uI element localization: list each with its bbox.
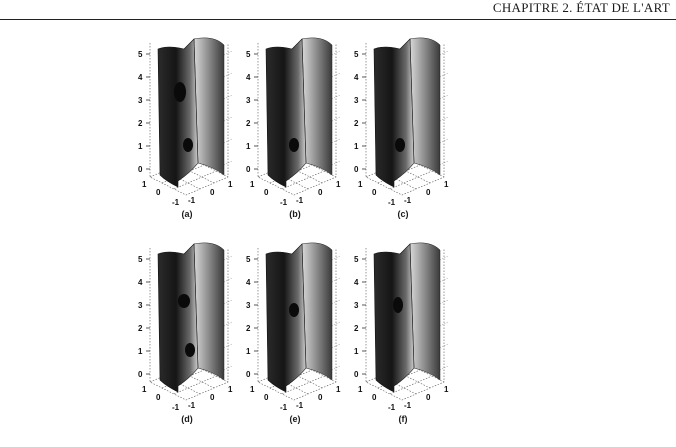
cylinder-front-wall [266,244,306,392]
y-tick-label: -1 [404,196,412,205]
z-tick-label: 3 [246,301,251,310]
z-tick-label: 3 [354,96,359,105]
x-tick-label: 0 [156,188,161,197]
z-tick-label: 5 [138,50,143,59]
z-tick-label: 1 [354,142,359,151]
z-tick-label: 3 [246,96,251,105]
z-tick-label: 1 [138,347,143,356]
defect-blob [174,82,186,102]
x-tick-label: -1 [388,403,396,412]
figure-panel-a [128,35,246,223]
cylinder-front-wall [374,244,414,392]
panel-caption: (e) [289,414,301,424]
x-tick-label: 0 [372,393,377,402]
defect-blob [185,343,195,357]
z-tick-label: 2 [354,119,359,128]
cylinder-front-wall [266,39,306,187]
y-tick-label: 1 [444,180,449,189]
z-tick-label: 4 [138,73,143,82]
z-tick-label: 1 [354,347,359,356]
y-tick-label: 0 [426,188,431,197]
z-tick-label: 1 [246,347,251,356]
panel-caption: (c) [397,209,409,219]
panel-caption: (d) [181,414,193,424]
y-tick-label: 1 [336,385,341,394]
defect-blob [183,138,193,152]
y-tick-label: 0 [210,188,215,197]
z-tick-label: 5 [354,255,359,264]
cylinder-back-wall [302,38,332,175]
z-tick-label: 3 [138,96,143,105]
z-tick-label: 0 [354,370,359,379]
z-tick-label: 1 [138,142,143,151]
z-tick-label: 2 [246,324,251,333]
cylinder-back-wall [194,243,224,380]
z-tick-label: 3 [354,301,359,310]
defect-blob [395,138,405,152]
cylinder-plot-b [236,35,354,223]
z-tick-label: 2 [246,119,251,128]
z-tick-label: 5 [138,255,143,264]
y-tick-label: -1 [404,401,412,410]
y-tick-label: 1 [444,385,449,394]
x-tick-label: -1 [280,403,288,412]
y-tick-label: 0 [426,393,431,402]
panel-caption: (f) [398,414,408,424]
defect-blob [178,294,190,308]
cylinder-front-wall [158,244,198,392]
y-tick-label: -1 [188,196,196,205]
z-tick-label: 4 [246,73,251,82]
y-tick-label: 0 [318,188,323,197]
z-tick-label: 2 [354,324,359,333]
x-tick-label: 1 [250,180,255,189]
z-tick-label: 0 [246,165,251,174]
y-tick-label: 1 [336,180,341,189]
x-tick-label: 1 [250,385,255,394]
figure-panel-d [128,240,246,428]
cylinder-back-wall [302,243,332,380]
y-tick-label: 1 [228,385,233,394]
defect-blob [393,297,403,313]
cylinder-back-wall [410,243,440,380]
cylinder-plot-e [236,240,354,428]
cylinder-plot-a [128,35,246,223]
x-tick-label: -1 [172,198,180,207]
y-tick-label: 1 [228,180,233,189]
x-tick-label: 0 [156,393,161,402]
cylinder-plot-d [128,240,246,428]
y-tick-label: -1 [296,401,304,410]
z-tick-label: 4 [138,278,143,287]
z-tick-label: 4 [354,73,359,82]
x-tick-label: 1 [358,385,363,394]
z-tick-label: 0 [138,370,143,379]
z-tick-label: 0 [246,370,251,379]
cylinder-back-wall [410,38,440,175]
z-tick-label: 3 [138,301,143,310]
defect-blob [289,138,299,152]
figure-panel-f [344,240,462,428]
header-rule [0,19,676,20]
running-header: CHAPITRE 2. ÉTAT DE L'ART [492,0,670,15]
figure-panel-b [236,35,354,223]
panel-caption: (a) [181,209,193,219]
cylinder-front-wall [158,39,198,187]
cylinder-front-wall [374,39,414,187]
z-tick-label: 1 [246,142,251,151]
x-tick-label: -1 [388,198,396,207]
z-tick-label: 4 [354,278,359,287]
z-tick-label: 0 [138,165,143,174]
cylinder-plot-c [344,35,462,223]
y-tick-label: -1 [296,196,304,205]
x-tick-label: 1 [142,385,147,394]
figure-panel-c [344,35,462,223]
x-tick-label: 0 [372,188,377,197]
cylinder-plot-f [344,240,462,428]
z-tick-label: 5 [246,50,251,59]
x-tick-label: 1 [142,180,147,189]
z-tick-label: 0 [354,165,359,174]
figure-panel-e [236,240,354,428]
cylinder-back-wall [194,38,224,175]
x-tick-label: -1 [172,403,180,412]
x-tick-label: 0 [264,393,269,402]
y-tick-label: 0 [318,393,323,402]
z-tick-label: 2 [138,324,143,333]
z-tick-label: 5 [246,255,251,264]
y-tick-label: 0 [210,393,215,402]
defect-blob [289,303,299,317]
y-tick-label: -1 [188,401,196,410]
z-tick-label: 2 [138,119,143,128]
z-tick-label: 4 [246,278,251,287]
x-tick-label: 1 [358,180,363,189]
z-tick-label: 5 [354,50,359,59]
panel-caption: (b) [289,209,301,219]
x-tick-label: -1 [280,198,288,207]
x-tick-label: 0 [264,188,269,197]
